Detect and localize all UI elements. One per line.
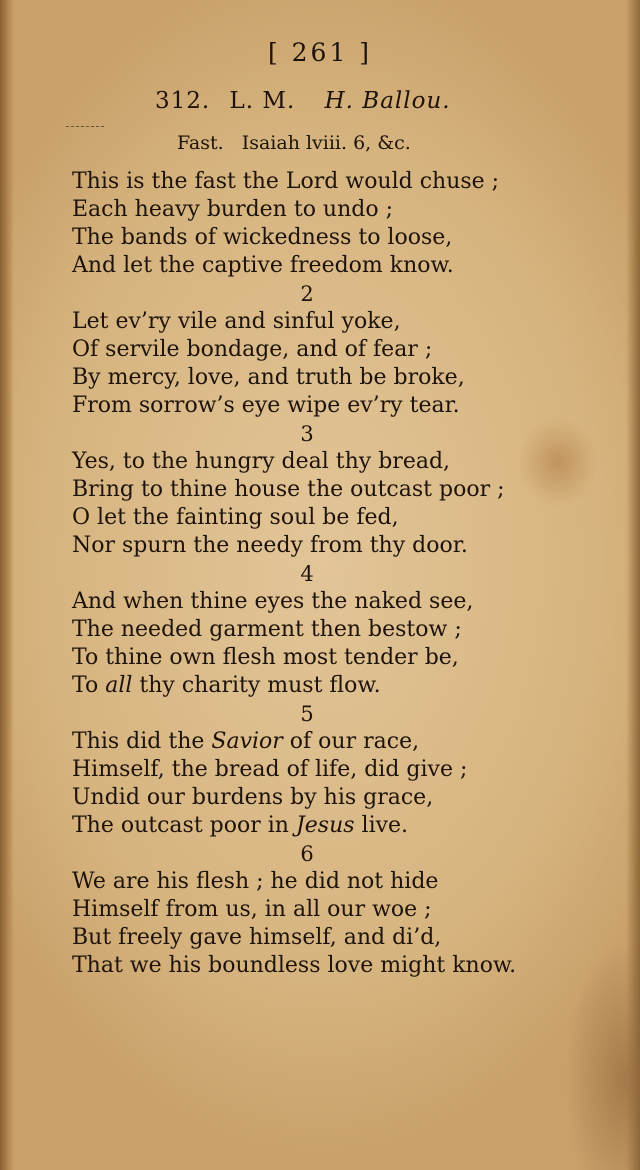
scripture-reference: Isaiah lviii. 6, &c. [241,132,411,154]
verse-line: Of servile bondage, and of fear ; [72,337,433,362]
verse-line: The bands of wickedness to loose, [72,225,453,250]
verse-line: O let the fainting soul be fed, [72,505,399,530]
hymn-author: H. Ballou. [324,88,451,114]
page-number: [ 261 ] [267,38,373,67]
italic-word: Savior [211,729,283,754]
verse-line: This is the fast the Lord would chuse ; [72,169,500,194]
verse-line: That we his boundless love might know. [72,953,517,978]
hymn-number: 312. [155,88,211,114]
margin-flourish [66,126,104,128]
italic-word: Jesus [295,813,355,838]
verse-text: This did the [72,729,212,754]
verse-line: The needed garment then bestow ; [72,617,462,642]
verse-text: of our race, [282,729,420,754]
stanza-number: 5 [300,702,314,726]
verse-text: live. [354,813,409,838]
verse-line [72,728,552,756]
hymn-meter: L. M. [229,88,296,114]
verse-line: From sorrow’s eye wipe ev’ry tear. [72,393,460,418]
verse-line [72,812,552,840]
hymn-occasion: Fast. [177,132,224,154]
verse-line [72,672,552,700]
verse-line: Bring to thine house the outcast poor ; [72,477,505,502]
verse-line: Each heavy burden to undo ; [72,197,393,222]
verse-line: Himself from us, in all our woe ; [72,897,432,922]
verse-line: Nor spurn the needy from thy door. [72,533,468,558]
verse-text: To [72,673,106,698]
verse-line: Yes, to the hungry deal thy bread, [72,449,451,474]
stanza-number: 6 [300,842,314,866]
verse-line: Undid our burdens by his grace, [72,785,434,810]
italic-word: all [105,673,133,698]
verse-line: Himself, the bread of life, did give ; [72,757,468,782]
verse-line: Let ev’ry vile and sinful yoke, [72,309,401,334]
stanza-number: 4 [300,562,314,586]
verse-line: To thine own flesh most tender be, [72,645,459,670]
hymn-header [155,88,475,114]
verse-text: The outcast poor in [72,813,296,838]
verse-line: And let the captive freedom know. [72,253,454,278]
hymn-subtitle [177,132,411,154]
verse-line: We are his flesh ; he did not hide [72,869,439,894]
verse-text: thy charity must flow. [132,673,381,698]
verse-line: By mercy, love, and truth be broke, [72,365,465,390]
page-edge-stain [626,0,640,1170]
stanza-number: 2 [300,282,314,306]
stanza-number: 3 [300,422,314,446]
verse-line: And when thine eyes the naked see, [72,589,474,614]
hymn-body [72,168,552,980]
page-gutter-shadow [0,0,14,1170]
verse-line: But freely gave himself, and di’d, [72,925,442,950]
